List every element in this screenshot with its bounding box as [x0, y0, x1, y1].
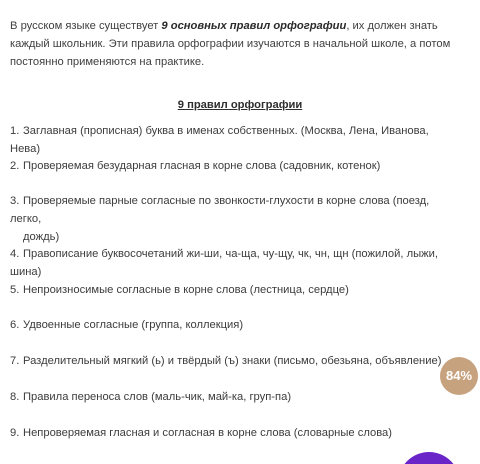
list-item	[10, 122, 450, 158]
list-item	[10, 352, 450, 370]
rule-text: Проверяемая безударная гласная в корне слова (садовник, котенок)	[23, 160, 381, 172]
list-item	[10, 157, 450, 175]
rule-number: 8.	[10, 391, 20, 403]
rule-number: 9.	[10, 427, 20, 439]
rule-text: Заглавная (прописная) буква в именах собственных. (Москва, Лена, Иванова, Нева)	[10, 125, 429, 155]
rule-text: Проверяемые парные согласные по звонкости-глухости в корне слова (поезд, легко,	[10, 195, 430, 225]
list-item	[10, 388, 450, 406]
rule-text: Правописание буквосочетаний жи-ши, ча-ща, чу-щу, чк, чн, щн (пожилой, лыжи, шина)	[10, 248, 438, 278]
intro-suffix: , их должен знать каждый школьник. Эти правила орфографии изучаются в начальной школе, а потом постоянно применяются на практике.	[10, 20, 451, 68]
intro-bold: 9 основных правил орфографии	[161, 20, 347, 32]
rule-text: Удвоенные согласные (группа, коллекция)	[23, 319, 244, 331]
list-item	[10, 316, 450, 334]
intro-paragraph	[10, 17, 465, 71]
rule-text: Правила переноса слов (маль-чик, май-ка, груп-па)	[23, 391, 292, 403]
list-item	[10, 281, 450, 299]
intro-prefix: В русском языке существует	[10, 20, 162, 32]
rule-number: 1.	[10, 125, 20, 137]
rule-number: 5.	[10, 284, 20, 296]
list-item	[10, 424, 450, 442]
rules-heading: 9 правил орфографии	[177, 99, 303, 111]
rule-number: 4.	[10, 248, 20, 260]
floating-action-button[interactable]	[398, 452, 460, 464]
rule-number: 7.	[10, 355, 20, 367]
rule-text-continued: дождь)	[23, 231, 60, 243]
list-item	[10, 192, 450, 246]
rule-number: 6.	[10, 319, 20, 331]
list-item	[10, 245, 450, 281]
rule-number: 2.	[10, 160, 20, 172]
rule-text: Непроверяемая гласная и согласная в корне слова (словарные слова)	[23, 427, 392, 439]
progress-badge[interactable]: 84%	[440, 357, 478, 395]
rule-text: Разделительный мягкий (ь) и твёрдый (ъ) знаки (письмо, обезьяна, объявление)	[23, 355, 442, 367]
rule-text: Непроизносимые согласные в корне слова (лестница, сердце)	[23, 284, 349, 296]
rule-number: 3.	[10, 195, 20, 207]
